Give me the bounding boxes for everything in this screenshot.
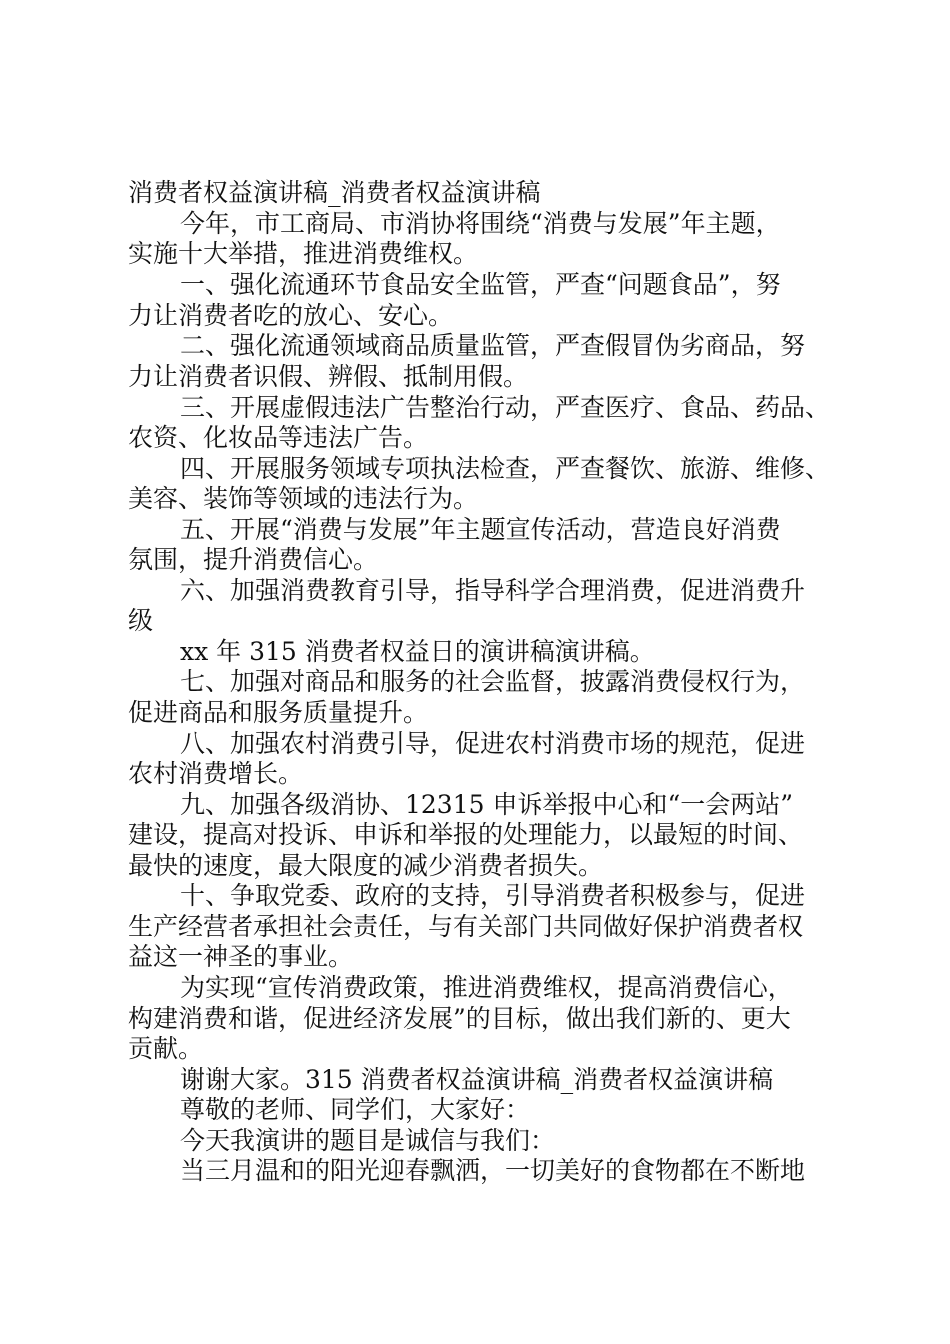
text-line: 二、强化流通领域商品质量监管，严查假冒伪劣商品，努 — [180, 331, 806, 360]
text-line: 四、开展服务领域专项执法检查，严查餐饮、旅游、维修、 — [180, 454, 831, 483]
text-line: 益这一神圣的事业。 — [128, 942, 354, 971]
text-line: 三、开展虚假违法广告整治行动，严查医疗、食品、药品、 — [180, 393, 831, 422]
text-line: 今年，市工商局、市消协将围绕“消费与发展”年主题， — [180, 209, 781, 238]
text-line: 为实现“宣传消费政策，推进消费维权，提高消费信心， — [180, 973, 793, 1002]
text-line: 力让消费者识假、辨假、抵制用假。 — [128, 362, 529, 391]
text-line: 促进商品和服务质量提升。 — [128, 698, 429, 727]
text-line: 农村消费增长。 — [128, 759, 304, 788]
text-line: 六、加强消费教育引导，指导科学合理消费，促进消费升 — [180, 576, 806, 605]
text-line: 今天我演讲的题目是诚信与我们： — [180, 1126, 556, 1155]
text-line: 当三月温和的阳光迎春飘洒，一切美好的食物都在不断地 — [180, 1156, 806, 1185]
text-line: 建设，提高对投诉、申诉和举报的处理能力，以最短的时间、 — [128, 820, 804, 849]
text-line: 十、争取党委、政府的支持，引导消费者积极参与，促进 — [180, 881, 806, 910]
text-line: 尊敬的老师、同学们，大家好： — [180, 1095, 531, 1124]
text-line: 力让消费者吃的放心、安心。 — [128, 301, 454, 330]
text-line: 最快的速度，最大限度的减少消费者损失。 — [128, 851, 604, 880]
text-line: 美容、装饰等领域的违法行为。 — [128, 484, 479, 513]
text-line: 氛围，提升消费信心。 — [128, 545, 379, 574]
text-line: 农资、化妆品等违法广告。 — [128, 423, 429, 452]
text-line: 构建消费和谐，促进经济发展”的目标，做出我们新的、更大 — [128, 1004, 791, 1033]
document-title: 消费者权益演讲稿_消费者权益演讲稿 — [128, 178, 541, 207]
text-line: 九、加强各级消协、12315 申诉举报中心和“一会两站” — [180, 790, 794, 819]
text-line: 实施十大举措，推进消费维权。 — [128, 239, 479, 268]
text-line: xx 年 315 消费者权益日的演讲稿演讲稿。 — [180, 637, 655, 666]
text-line: 五、开展“消费与发展”年主题宣传活动，营造良好消费 — [180, 515, 781, 544]
text-line: 八、加强农村消费引导，促进农村消费市场的规范，促进 — [180, 729, 806, 758]
text-line: 级 — [128, 606, 154, 635]
text-line: 一、强化流通环节食品安全监管，严查“问题食品”，努 — [180, 270, 781, 299]
text-line: 贡献。 — [128, 1034, 204, 1063]
text-line: 谢谢大家。315 消费者权益演讲稿_消费者权益演讲稿 — [180, 1065, 774, 1094]
text-line: 七、加强对商品和服务的社会监督，披露消费侵权行为， — [180, 667, 806, 696]
text-line: 生产经营者承担社会责任，与有关部门共同做好保护消费者权 — [128, 912, 804, 941]
